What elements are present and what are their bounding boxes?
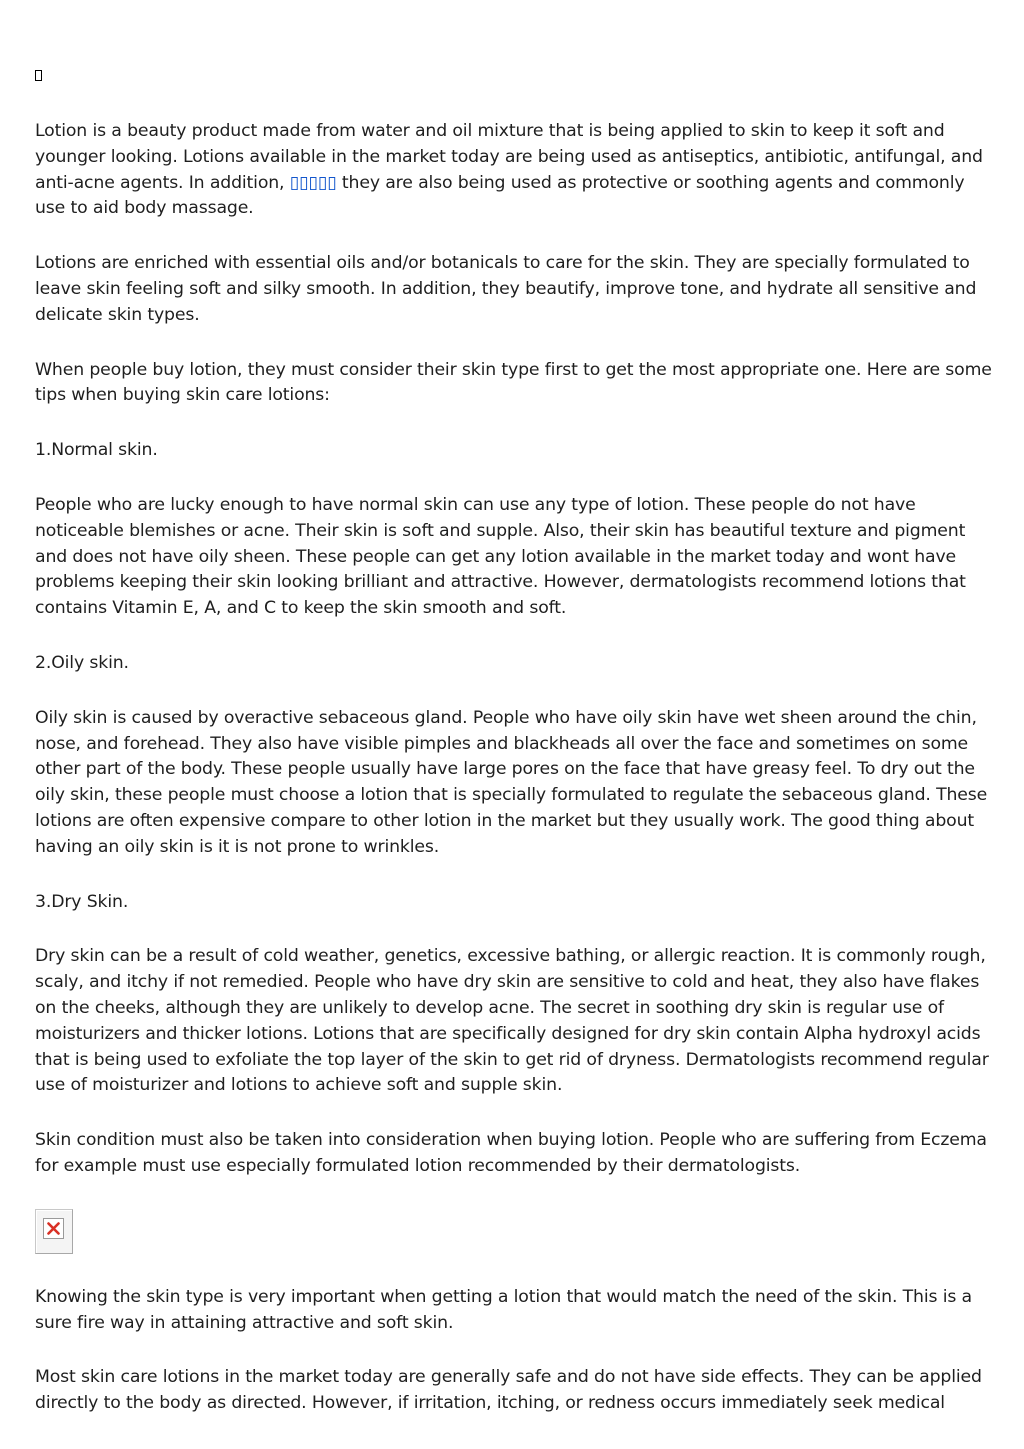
paragraph-skin-type-importance: Knowing the skin type is very important when getting a lotion that would match the need of the skin. This is a sure fire way in attaining attractive and soft skin. (35, 1286, 972, 1333)
paragraph-oily-skin: Oily skin is caused by overactive sebaceous gland. People who have oily skin have wet sheen around the chin, nose, and forehead. They also have visible pimples and blackheads all over the face and sometimes on some other part of the body. These people usually have large pores on the face that have greasy feel. To dry out the oily skin, these people must choose a lotion that is specially formulated to regulate the sebaceous gland. These lotions are often expensive compare to other lotion in the market but they usually work. The good thing about having an oily skin is it is not prone to wrinkles. (35, 707, 988, 857)
missing-glyph-icon (35, 70, 42, 81)
heading-oily-skin: 2.Oily skin. (35, 652, 129, 673)
paragraph-intro-text-start: Lotion is a beauty product made from water and oil mixture that is being applied to skin to keep it soft and younger looking. Lotions available in the market today are being used as antiseptics, antibiotic, antifungal, and anti-acne agents. In addition, (35, 121, 983, 193)
broken-image-frame (43, 1218, 64, 1239)
inline-link[interactable]: ▯▯▯▯▯ (289, 172, 337, 193)
paragraph-normal-skin: People who are lucky enough to have normal skin can use any type of lotion. These people do not have noticeable blemishes or acne. Their skin is soft and supple. Also, their skin has beautiful texture and pigment and does not have oily sheen. These people can get any lotion available in the market today and wont have problems keeping their skin looking brilliant and attractive. However, dermatologists recommend lotions that contains Vitamin E, A, and C to keep the skin smooth and soft. (35, 494, 966, 619)
paragraph-enriched: Lotions are enriched with essential oils and/or botanicals to care for the skin. They are specially formulated to leave skin feeling soft and silky smooth. In addition, they beautify, improve tone, and hydrate all sensitive and delicate skin types. (35, 253, 977, 325)
article-body (35, 119, 995, 1446)
close-x-icon (47, 1222, 60, 1235)
paragraph-intro (35, 119, 995, 222)
heading-normal-skin: 1.Normal skin. (35, 440, 158, 461)
paragraph-intro-text-end: they are also being used as protective or soothing agents and commonly use to aid body massage. (35, 172, 965, 219)
heading-dry-skin: 3.Dry Skin. (35, 891, 129, 912)
paragraph-tips-intro: When people buy lotion, they must consider their skin type first to get the most appropriate one. Here are some tips when buying skin care lotions: (35, 359, 992, 406)
broken-image-icon (35, 1209, 73, 1254)
paragraph-dry-skin: Dry skin can be a result of cold weather, genetics, excessive bathing, or allergic reaction. It is commonly rough, scaly, and itchy if not remedied. People who have dry skin are sensitive to cold and heat, they also have flakes on the cheeks, although they are unlikely to develop acne. The secret in soothing dry skin is regular use of moisturizers and thicker lotions. Lotions that are specifically designed for dry skin contain Alpha hydroxyl acids that is being used to exfoliate the top layer of the skin to get rid of dryness. Dermatologists recommend regular use of moisturizer and lotions to achieve soft and supple skin. (35, 946, 989, 1096)
paragraph-safety: Most skin care lotions in the market today are generally safe and do not have side effects. They can be applied directly to the body as directed. However, if irritation, itching, or redness occurs immediately seek medical (35, 1367, 982, 1414)
paragraph-skin-condition: Skin condition must also be taken into consideration when buying lotion. People who are suffering from Eczema for example must use especially formulated lotion recommended by their dermatologists. (35, 1130, 987, 1176)
